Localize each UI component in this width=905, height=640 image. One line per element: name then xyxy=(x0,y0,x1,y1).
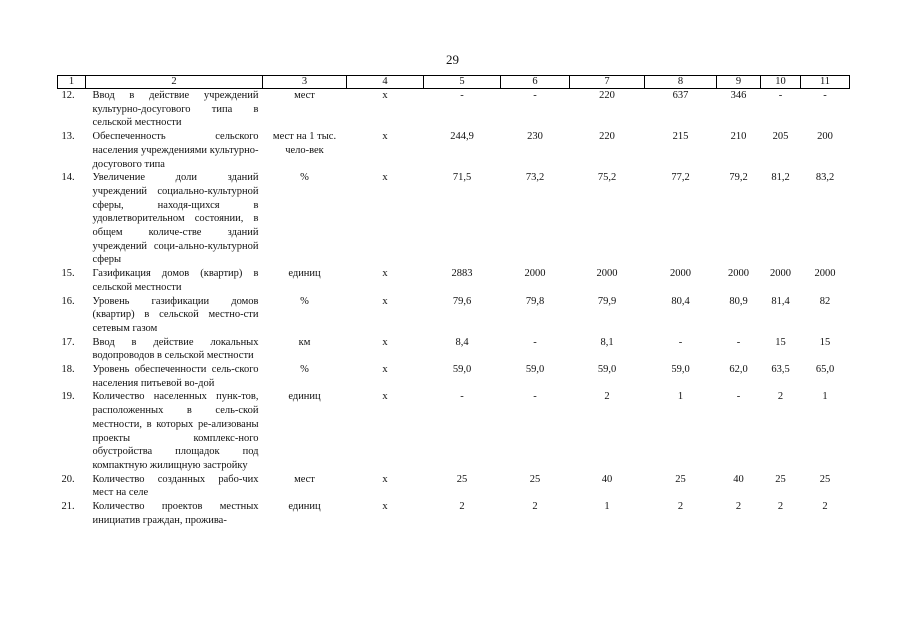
value-cell: 75,2 xyxy=(597,172,617,184)
value-cell: 80,4 xyxy=(671,295,690,307)
value-cell: 210 xyxy=(730,131,747,143)
indicators-table xyxy=(57,75,850,528)
unit-cell: единиц xyxy=(288,268,321,280)
value-cell: 8,1 xyxy=(600,336,614,348)
indicator-name: Увеличение доли зданий учреждений социально-культурной сферы, находя-щихся в удовлетворительном состоянии, в общем количе-стве зданий учреждений соци-ально-культурной сферы xyxy=(92,172,259,266)
value-cell: 2000 xyxy=(770,268,791,280)
column-header: 11 xyxy=(801,76,850,89)
header-row xyxy=(58,76,850,89)
value-cell: 25 xyxy=(456,473,468,485)
value-cell: 59,0 xyxy=(452,364,472,376)
value-cell: х xyxy=(382,364,388,376)
unit-cell: % xyxy=(300,295,309,307)
value-cell: 215 xyxy=(672,131,689,143)
unit-cell: км xyxy=(298,336,311,348)
unit-cell: единиц xyxy=(288,501,321,513)
value-cell: х xyxy=(382,268,388,280)
indicator-name: Газификация домов (квартир) в сельской местности xyxy=(92,268,259,293)
value-cell: - xyxy=(678,336,683,348)
value-cell: 79,6 xyxy=(452,295,472,307)
row-number: 15. xyxy=(61,268,75,280)
value-cell: 637 xyxy=(672,90,689,101)
row-number: 13. xyxy=(61,131,75,143)
value-cell: 2 xyxy=(822,501,828,513)
table-row xyxy=(58,295,850,336)
value-cell: 2 xyxy=(459,501,465,513)
indicator-name: Уровень газификации домов (квартир) в сельской местно-сти сетевым газом xyxy=(92,295,259,334)
value-cell: 77,2 xyxy=(671,172,690,184)
row-number: 20. xyxy=(61,473,75,485)
value-cell: 2000 xyxy=(728,268,749,280)
value-cell: 2000 xyxy=(670,268,691,280)
value-cell: 59,0 xyxy=(671,364,690,376)
value-cell: 63,5 xyxy=(771,364,790,376)
table-row xyxy=(58,171,850,267)
value-cell: - xyxy=(460,90,464,101)
value-cell: - xyxy=(533,391,537,403)
value-cell: 25 xyxy=(675,473,686,485)
value-cell: 205 xyxy=(772,131,789,143)
value-cell: х xyxy=(382,90,388,101)
value-cell: 79,2 xyxy=(729,172,748,184)
table-row xyxy=(58,267,850,294)
value-cell: 1 xyxy=(822,391,828,403)
unit-cell: мест на 1 тыс. чело-век xyxy=(272,131,337,156)
value-cell: 220 xyxy=(599,90,615,101)
table-row xyxy=(58,473,850,500)
value-cell: - xyxy=(736,391,741,403)
value-cell: 8,4 xyxy=(455,336,469,348)
value-cell: - xyxy=(460,391,464,403)
value-cell: х xyxy=(382,391,388,403)
row-number: 18. xyxy=(61,364,75,376)
value-cell: 2883 xyxy=(451,268,473,280)
value-cell: - xyxy=(533,90,537,101)
unit-cell: % xyxy=(300,364,309,376)
value-cell: 40 xyxy=(601,473,613,485)
value-cell: 2000 xyxy=(814,268,836,280)
indicator-name: Уровень обеспеченности сель-ского населения питьевой во-дой xyxy=(92,364,259,389)
value-cell: 83,2 xyxy=(815,172,835,184)
value-cell: х xyxy=(382,473,388,485)
value-cell: 73,2 xyxy=(525,172,545,184)
value-cell: 79,9 xyxy=(597,295,617,307)
value-cell: 2 xyxy=(604,391,610,403)
value-cell: 2 xyxy=(777,501,784,513)
value-cell: 82 xyxy=(819,295,831,307)
value-cell: 2000 xyxy=(524,268,546,280)
value-cell: 80,9 xyxy=(729,295,748,307)
table-row xyxy=(58,390,850,472)
table-row xyxy=(58,89,850,131)
table-row xyxy=(58,336,850,363)
value-cell: х xyxy=(382,172,388,184)
value-cell: 2 xyxy=(735,501,742,513)
indicator-name: Обеспеченность сельского населения учреждениями культурно-досугового типа xyxy=(92,131,259,170)
indicator-name: Количество населенных пунк-тов, расположенных в сель-ской местности, в которых ре-ализованы проекты комплекс-ного обустройства площадок под компактную жилищную застройку xyxy=(92,391,259,471)
value-cell: х xyxy=(382,336,388,348)
value-cell: х xyxy=(382,131,388,143)
value-cell: х xyxy=(382,501,388,513)
unit-cell: мест xyxy=(294,473,315,485)
value-cell: 81,2 xyxy=(771,172,790,184)
row-number: 12. xyxy=(61,90,75,101)
unit-cell: единиц xyxy=(288,391,321,403)
value-cell: 230 xyxy=(527,131,543,143)
value-cell: - xyxy=(823,90,827,101)
value-cell: 15 xyxy=(775,336,786,348)
value-cell: х xyxy=(382,295,388,307)
column-header: 5 xyxy=(424,76,501,89)
value-cell: 59,0 xyxy=(597,364,617,376)
column-header: 6 xyxy=(501,76,570,89)
page-number: 29 xyxy=(446,52,459,67)
row-number: 16. xyxy=(61,295,75,307)
value-cell: 2 xyxy=(677,501,684,513)
value-cell: 25 xyxy=(819,473,831,485)
value-cell: 40 xyxy=(733,473,744,485)
table-row xyxy=(58,500,850,527)
value-cell: - xyxy=(533,336,537,348)
value-cell: 220 xyxy=(599,131,615,143)
column-header: 1 xyxy=(58,76,86,89)
value-cell: 71,5 xyxy=(452,172,472,184)
value-cell: 1 xyxy=(604,501,610,513)
value-cell: 15 xyxy=(819,336,831,348)
row-number: 19. xyxy=(61,391,75,403)
column-header: 10 xyxy=(761,76,801,89)
value-cell: 59,0 xyxy=(525,364,545,376)
column-header: 2 xyxy=(86,76,263,89)
unit-cell: % xyxy=(300,172,309,184)
value-cell: 2 xyxy=(777,391,784,403)
row-number: 14. xyxy=(61,172,75,184)
column-header: 8 xyxy=(645,76,717,89)
indicator-name: Количество проектов местных инициатив граждан, прожива- xyxy=(92,501,259,526)
unit-cell: мест xyxy=(294,90,315,101)
column-header: 9 xyxy=(717,76,761,89)
value-cell: - xyxy=(778,90,783,101)
value-cell: - xyxy=(736,336,741,348)
value-cell: 346 xyxy=(730,90,747,101)
value-cell: 25 xyxy=(529,473,541,485)
value-cell: 65,0 xyxy=(815,364,835,376)
indicator-name: Ввод в действие локальных водопроводов в сельской местности xyxy=(92,336,259,362)
row-number: 21. xyxy=(61,501,75,513)
value-cell: 2 xyxy=(532,501,538,513)
indicator-name: Количество созданных рабо-чих мест на селе xyxy=(92,473,259,499)
table-row xyxy=(58,130,850,171)
value-cell: 2000 xyxy=(596,268,618,280)
column-header: 4 xyxy=(347,76,424,89)
column-header: 3 xyxy=(263,76,347,89)
value-cell: 62,0 xyxy=(729,364,748,376)
value-cell: 1 xyxy=(677,391,684,403)
column-header: 7 xyxy=(570,76,645,89)
row-number: 17. xyxy=(61,336,75,348)
table-row xyxy=(58,363,850,390)
indicator-name: Ввод в действие учреждений культурно-досугового типа в сельской местности xyxy=(92,90,259,129)
value-cell: 81,4 xyxy=(771,295,790,307)
value-cell: 244,9 xyxy=(450,131,474,143)
value-cell: 25 xyxy=(775,473,786,485)
value-cell: 79,8 xyxy=(525,295,545,307)
value-cell: 200 xyxy=(817,131,833,143)
